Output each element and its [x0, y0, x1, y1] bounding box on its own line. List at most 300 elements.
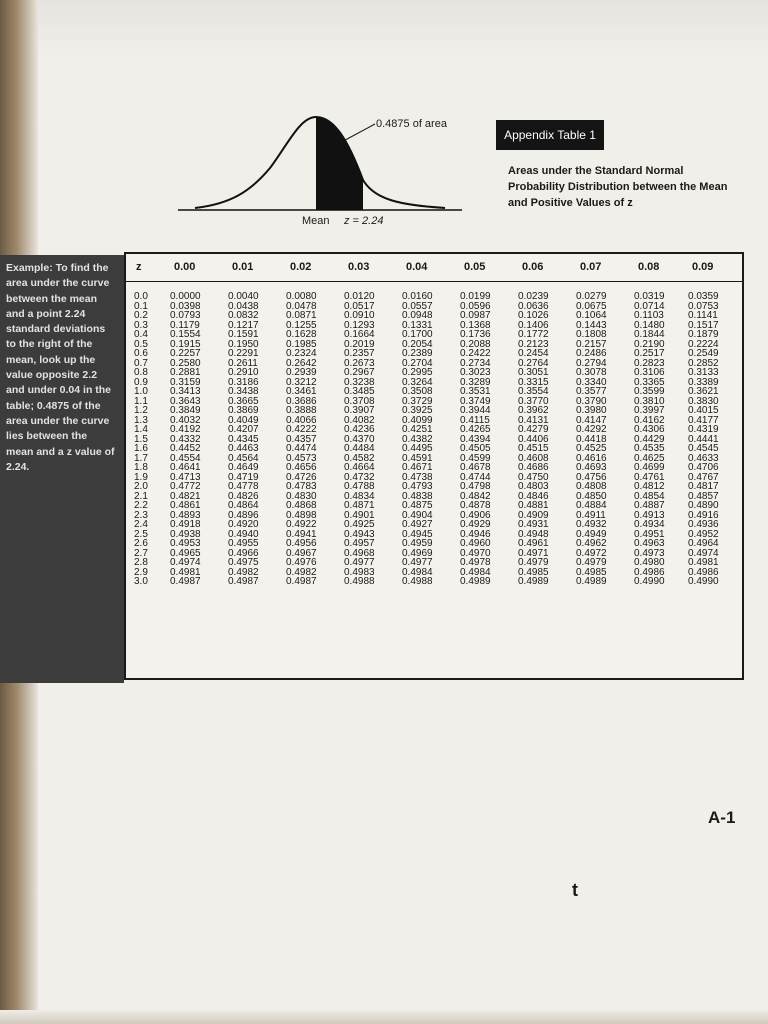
row-z-value: 0.0 [134, 291, 148, 302]
table-cell: 0.4871 [344, 500, 375, 511]
table-cell: 0.4898 [286, 509, 317, 521]
table-cell: 0.4207 [228, 424, 259, 435]
example-text: Example: To find the area under the curve between the mean and a point 2.24 standard deviations to the right of the mean, look up the value opposite 2.2 and under 0.04 in the table; 0.4875 of the area under the curve lies between the mean and a z value of 2.24. [6, 262, 115, 473]
table-cell: 0.3413 [170, 386, 201, 397]
table-cell: 0.4656 [286, 462, 317, 473]
table-cell: 0.4864 [228, 500, 259, 511]
table-cell: 0.4973 [634, 547, 665, 559]
table-cell: 0.4554 [170, 452, 201, 464]
table-body [126, 292, 742, 587]
header-col: 0.00 [174, 261, 196, 273]
table-cell: 0.3869 [228, 405, 259, 416]
row-z-value: 0.2 [134, 310, 148, 321]
table-cell: 0.3340 [576, 376, 607, 388]
table-cell: 0.4719 [228, 471, 259, 483]
table-cell: 0.3212 [286, 376, 317, 388]
table-cell: 0.4706 [688, 462, 719, 473]
row-z-value: 1.7 [134, 452, 148, 464]
table-cell: 0.4887 [634, 500, 665, 511]
table-cell: 0.4904 [402, 509, 433, 521]
table-cell: 0.4641 [170, 462, 201, 473]
table-cell: 0.2224 [688, 338, 719, 350]
table-cell: 0.4066 [286, 414, 317, 426]
row-z-value: 3.0 [134, 576, 148, 587]
appendix-caption: Areas under the Standard Normal Probability Distribution between the Mean and Positive Values of z [508, 165, 728, 209]
table-cell: 0.4974 [170, 557, 201, 568]
normal-curve-figure [170, 100, 470, 235]
table-cell: 0.4830 [286, 490, 317, 502]
row-z-value: 2.1 [134, 490, 148, 502]
table-cell: 0.4922 [286, 519, 317, 530]
table-cell: 0.4952 [688, 528, 719, 540]
table-cell: 0.4989 [576, 576, 607, 587]
table-cell: 0.4988 [344, 576, 375, 587]
table-cell: 0.4686 [518, 462, 549, 473]
table-cell: 0.0040 [228, 291, 259, 302]
table-cell: 0.1293 [344, 319, 375, 331]
table-cell: 0.2486 [576, 348, 607, 359]
table-cell: 0.4357 [286, 433, 317, 445]
table-cell: 0.4515 [518, 443, 549, 454]
example-sidebar [0, 255, 124, 683]
row-z-value: 0.9 [134, 376, 148, 388]
table-cell: 0.4978 [460, 557, 491, 568]
table-cell: 0.4966 [228, 547, 259, 559]
table-cell: 0.2054 [402, 338, 433, 350]
table-cell: 0.3078 [576, 367, 607, 378]
mean-label: Mean [302, 215, 330, 227]
table-cell: 0.3925 [402, 405, 433, 416]
table-cell: 0.4599 [460, 452, 491, 464]
table-cell: 0.1950 [228, 338, 259, 350]
table-cell: 0.4896 [228, 509, 259, 521]
table-cell: 0.1736 [460, 329, 491, 340]
table-cell: 0.4990 [634, 576, 665, 587]
table-cell: 0.2123 [518, 338, 549, 350]
table-cell: 0.4981 [170, 566, 201, 578]
table-cell: 0.4884 [576, 500, 607, 511]
table-cell: 0.3849 [170, 405, 201, 416]
table-cell: 0.4788 [344, 481, 375, 492]
table-cell: 0.0319 [634, 291, 665, 302]
table-cell: 0.1217 [228, 319, 259, 331]
table-cell: 0.3159 [170, 376, 201, 388]
table-cell: 0.4625 [634, 452, 665, 464]
row-z-value: 0.4 [134, 329, 148, 340]
table-cell: 0.4893 [170, 509, 201, 521]
header-col: 0.03 [348, 261, 370, 273]
table-cell: 0.4986 [688, 566, 719, 578]
table-cell: 0.2734 [460, 357, 491, 369]
appendix-badge: Appendix Table 1 [496, 120, 604, 150]
row-z-value: 1.0 [134, 386, 148, 397]
header-col: 0.09 [692, 261, 714, 273]
table-cell: 0.4649 [228, 462, 259, 473]
table-cell: 0.4713 [170, 471, 201, 483]
table-cell: 0.2823 [634, 357, 665, 369]
table-cell: 0.2517 [634, 348, 665, 359]
table-cell: 0.4916 [688, 509, 719, 521]
table-cell: 0.4406 [518, 433, 549, 445]
table-cell: 0.0438 [228, 300, 259, 312]
page-number: A-1 [708, 808, 736, 827]
table-cell: 0.2852 [688, 357, 719, 369]
table-cell: 0.4913 [634, 509, 665, 521]
table-cell: 0.1406 [518, 319, 549, 331]
table-cell: 0.4982 [286, 566, 317, 578]
table-cell: 0.1915 [170, 338, 201, 350]
table-cell: 0.2764 [518, 357, 549, 369]
table-cell: 0.4960 [460, 538, 491, 549]
table-cell: 0.2580 [170, 357, 201, 369]
table-cell: 0.4929 [460, 519, 491, 530]
table-cell: 0.0120 [344, 291, 375, 302]
table-cell: 0.3365 [634, 376, 665, 388]
table-cell: 0.3289 [460, 376, 491, 388]
table-cell: 0.1103 [634, 310, 664, 321]
table-cell: 0.4982 [228, 566, 259, 578]
table-cell: 0.1517 [688, 319, 719, 331]
table-cell: 0.2324 [286, 348, 317, 359]
table-cell: 0.4345 [228, 433, 259, 445]
table-cell: 0.4940 [228, 528, 259, 540]
table-cell: 0.0359 [688, 291, 719, 302]
table-cell: 0.2794 [576, 357, 607, 369]
table-cell: 0.4834 [344, 490, 375, 502]
table-cell: 0.4846 [518, 490, 549, 502]
table-cell: 0.4032 [170, 414, 201, 426]
table-cell: 0.4382 [402, 433, 433, 445]
table-cell: 0.4890 [688, 500, 719, 511]
table-cell: 0.4525 [576, 443, 607, 454]
row-z-value: 0.8 [134, 367, 148, 378]
table-cell: 0.0675 [576, 300, 607, 312]
table-cell: 0.3729 [402, 395, 433, 407]
table-cell: 0.1064 [576, 310, 607, 321]
table-cell: 0.3389 [688, 376, 719, 388]
table-cell: 0.4750 [518, 471, 549, 483]
table-cell: 0.1591 [228, 329, 259, 340]
row-z-value: 2.3 [134, 509, 148, 521]
table-cell: 0.4984 [402, 566, 433, 578]
page-mark: t [572, 880, 578, 900]
table-cell: 0.3264 [402, 376, 433, 388]
table-cell: 0.3790 [576, 395, 607, 407]
table-cell: 0.1808 [576, 329, 607, 340]
row-z-value: 1.5 [134, 433, 148, 445]
row-z-value: 2.0 [134, 481, 148, 492]
table-cell: 0.4925 [344, 519, 375, 530]
row-z-value: 2.5 [134, 528, 148, 540]
row-z-value: 0.7 [134, 357, 148, 369]
table-cell: 0.3997 [634, 405, 665, 416]
table-cell: 0.1331 [402, 319, 433, 331]
table-cell: 0.4969 [402, 547, 433, 559]
table-cell: 0.0753 [688, 300, 719, 312]
table-cell: 0.4798 [460, 481, 491, 492]
table-cell: 0.4953 [170, 538, 201, 549]
row-z-value: 1.2 [134, 405, 148, 416]
table-cell: 0.1879 [688, 329, 719, 340]
table-cell: 0.2190 [634, 338, 665, 350]
row-z-value: 0.6 [134, 348, 148, 359]
table-cell: 0.3643 [170, 395, 201, 407]
table-cell: 0.4099 [402, 414, 433, 426]
row-z-value: 0.3 [134, 319, 148, 331]
table-cell: 0.4279 [518, 424, 549, 435]
row-z-value: 2.6 [134, 538, 148, 549]
table-cell: 0.4463 [228, 443, 259, 454]
table-cell: 0.0239 [518, 291, 549, 302]
row-z-value: 2.8 [134, 557, 148, 568]
table-cell: 0.4292 [576, 424, 607, 435]
row-z-value: 1.9 [134, 471, 148, 483]
table-cell: 0.3461 [286, 386, 317, 397]
table-cell: 0.0517 [344, 300, 375, 312]
table-cell: 0.4803 [518, 481, 549, 492]
table-cell: 0.4591 [402, 452, 433, 464]
table-cell: 0.2967 [344, 367, 375, 378]
table-cell: 0.4932 [576, 519, 607, 530]
table-cell: 0.3485 [344, 386, 375, 397]
table-cell: 0.4974 [688, 547, 719, 559]
table-cell: 0.4878 [460, 500, 491, 511]
table-cell: 0.4861 [170, 500, 201, 511]
header-col: 0.01 [232, 261, 254, 273]
table-cell: 0.4961 [518, 538, 549, 549]
table-cell: 0.2611 [228, 357, 258, 369]
table-cell: 0.3888 [286, 405, 317, 416]
table-cell: 0.1700 [402, 329, 433, 340]
table-cell: 0.4767 [688, 471, 719, 483]
table-cell: 0.4988 [402, 576, 433, 587]
table-cell: 0.4495 [402, 443, 433, 454]
row-z-value: 1.8 [134, 462, 148, 473]
table-cell: 0.4535 [634, 443, 665, 454]
row-z-value: 2.7 [134, 547, 148, 559]
table-cell: 0.1141 [688, 310, 718, 321]
table-cell: 0.0910 [344, 310, 375, 321]
table-cell: 0.4370 [344, 433, 375, 445]
table-cell: 0.4693 [576, 462, 607, 473]
table-cell: 0.1628 [286, 329, 317, 340]
table-cell: 0.1554 [170, 329, 201, 340]
table-cell: 0.4812 [634, 481, 665, 492]
table-cell: 0.4965 [170, 547, 201, 559]
table-cell: 0.0080 [286, 291, 317, 302]
table-cell: 0.4131 [518, 414, 549, 426]
table-cell: 0.4115 [460, 414, 490, 426]
z-table [124, 252, 744, 680]
table-cell: 0.4772 [170, 481, 201, 492]
header-col: 0.04 [406, 261, 428, 273]
table-cell: 0.3106 [634, 367, 665, 378]
table-cell: 0.3962 [518, 405, 549, 416]
row-z-value: 1.6 [134, 443, 148, 454]
area-label: 0.4875 of area [376, 118, 447, 130]
table-cell: 0.3665 [228, 395, 259, 407]
table-cell: 0.3907 [344, 405, 375, 416]
table-cell: 0.4306 [634, 424, 665, 435]
table-cell: 0.2995 [402, 367, 433, 378]
table-cell: 0.4963 [634, 538, 665, 549]
table-cell: 0.4678 [460, 462, 491, 473]
table-cell: 0.4732 [344, 471, 375, 483]
table-cell: 0.4821 [170, 490, 201, 502]
table-cell: 0.4972 [576, 547, 607, 559]
table-cell: 0.4177 [688, 414, 719, 426]
row-z-value: 0.1 [134, 300, 148, 312]
table-cell: 0.2642 [286, 357, 317, 369]
table-cell: 0.4817 [688, 481, 719, 492]
table-cell: 0.2291 [228, 348, 259, 359]
table-cell: 0.4564 [228, 452, 259, 464]
table-cell: 0.3508 [402, 386, 433, 397]
table-cell: 0.4959 [402, 538, 433, 549]
table-cell: 0.4838 [402, 490, 433, 502]
table-cell: 0.4664 [344, 462, 375, 473]
table-cell: 0.4977 [402, 557, 433, 568]
table-cell: 0.0987 [460, 310, 491, 321]
z-label: z = 2.24 [344, 215, 384, 227]
table-cell: 0.3621 [688, 386, 719, 397]
table-cell: 0.3830 [688, 395, 719, 407]
table-cell: 0.4986 [634, 566, 665, 578]
table-cell: 0.1026 [518, 310, 549, 321]
table-cell: 0.3133 [688, 367, 719, 378]
table-cell: 0.1664 [344, 329, 375, 340]
table-cell: 0.4951 [634, 528, 665, 540]
table-cell: 0.4989 [518, 576, 549, 587]
table-cell: 0.4761 [634, 471, 665, 483]
table-cell: 0.1480 [634, 319, 665, 331]
table-cell: 0.3554 [518, 386, 549, 397]
table-cell: 0.4941 [286, 528, 317, 540]
table-cell: 0.4906 [460, 509, 491, 521]
table-cell: 0.3186 [228, 376, 259, 388]
table-cell: 0.4332 [170, 433, 201, 445]
table-cell: 0.4964 [688, 538, 719, 549]
header-z: z [136, 261, 142, 273]
table-cell: 0.4418 [576, 433, 607, 445]
table-cell: 0.4484 [344, 443, 375, 454]
page-top-shade [0, 0, 768, 60]
table-cell: 0.3599 [634, 386, 665, 397]
table-cell: 0.4920 [228, 519, 259, 530]
table-cell: 0.4962 [576, 538, 607, 549]
table-cell: 0.4850 [576, 490, 607, 502]
table-cell: 0.4956 [286, 538, 317, 549]
header-col: 0.06 [522, 261, 544, 273]
table-cell: 0.4582 [344, 452, 375, 464]
table-cell: 0.1844 [634, 329, 665, 340]
table-cell: 0.0160 [402, 291, 433, 302]
table-cell: 0.4868 [286, 500, 317, 511]
table-cell: 0.3686 [286, 395, 317, 407]
table-cell: 0.2704 [402, 357, 433, 369]
table-header-row [126, 254, 742, 282]
table-cell: 0.4441 [688, 433, 719, 445]
table-cell: 0.4082 [344, 414, 375, 426]
table-cell: 0.4854 [634, 490, 665, 502]
table-cell: 0.4808 [576, 481, 607, 492]
table-cell: 0.3810 [634, 395, 665, 407]
table-cell: 0.4881 [518, 500, 549, 511]
table-cell: 0.4901 [344, 509, 375, 521]
table-cell: 0.4545 [688, 443, 719, 454]
row-z-value: 1.4 [134, 424, 148, 435]
table-cell: 0.4968 [344, 547, 375, 559]
table-cell: 0.4980 [634, 557, 665, 568]
table-cell: 0.0793 [170, 310, 201, 321]
table-cell: 0.4931 [518, 519, 549, 530]
row-z-value: 2.4 [134, 519, 148, 530]
table-cell: 0.4987 [286, 576, 317, 587]
table-cell: 0.1255 [286, 319, 317, 331]
table-cell: 0.0636 [518, 300, 549, 312]
table-cell: 0.4265 [460, 424, 491, 435]
table-cell: 0.0871 [286, 310, 317, 321]
table-cell: 0.0714 [634, 300, 665, 312]
table-cell: 0.2939 [286, 367, 317, 378]
table-cell: 0.3770 [518, 395, 549, 407]
table-cell: 0.4918 [170, 519, 201, 530]
table-row [126, 577, 742, 587]
table-cell: 0.4909 [518, 509, 549, 521]
table-cell: 0.2549 [688, 348, 719, 359]
table-cell: 0.4989 [460, 576, 491, 587]
table-cell: 0.1368 [460, 319, 491, 331]
table-cell: 0.4756 [576, 471, 607, 483]
row-z-value: 2.9 [134, 566, 148, 578]
table-cell: 0.3708 [344, 395, 375, 407]
table-cell: 0.4945 [402, 528, 433, 540]
table-cell: 0.4955 [228, 538, 259, 549]
table-cell: 0.4319 [688, 424, 719, 435]
table-cell: 0.4049 [228, 414, 259, 426]
table-cell: 0.4975 [228, 557, 259, 568]
table-cell: 0.3238 [344, 376, 375, 388]
table-cell: 0.2389 [402, 348, 433, 359]
table-cell: 0.4842 [460, 490, 491, 502]
table-cell: 0.4452 [170, 443, 201, 454]
table-cell: 0.4738 [402, 471, 433, 483]
table-cell: 0.4573 [286, 452, 317, 464]
table-cell: 0.4394 [460, 433, 491, 445]
table-cell: 0.4162 [634, 414, 665, 426]
table-cell: 0.4633 [688, 452, 719, 464]
table-cell: 0.4936 [688, 519, 719, 530]
table-cell: 0.4911 [576, 509, 606, 521]
table-cell: 0.4927 [402, 519, 433, 530]
table-cell: 0.0398 [170, 300, 201, 312]
table-cell: 0.4793 [402, 481, 433, 492]
table-cell: 0.4983 [344, 566, 375, 578]
table-cell: 0.4985 [518, 566, 549, 578]
table-cell: 0.2157 [576, 338, 607, 350]
table-cell: 0.2673 [344, 357, 375, 369]
table-cell: 0.4990 [688, 576, 719, 587]
table-cell: 0.4875 [402, 500, 433, 511]
table-cell: 0.1772 [518, 329, 549, 340]
table-cell: 0.4474 [286, 443, 317, 454]
table-cell: 0.1985 [286, 338, 317, 350]
table-cell: 0.4943 [344, 528, 375, 540]
table-cell: 0.4726 [286, 471, 317, 483]
table-cell: 0.2257 [170, 348, 201, 359]
table-cell: 0.3577 [576, 386, 607, 397]
row-z-value: 0.5 [134, 338, 148, 350]
